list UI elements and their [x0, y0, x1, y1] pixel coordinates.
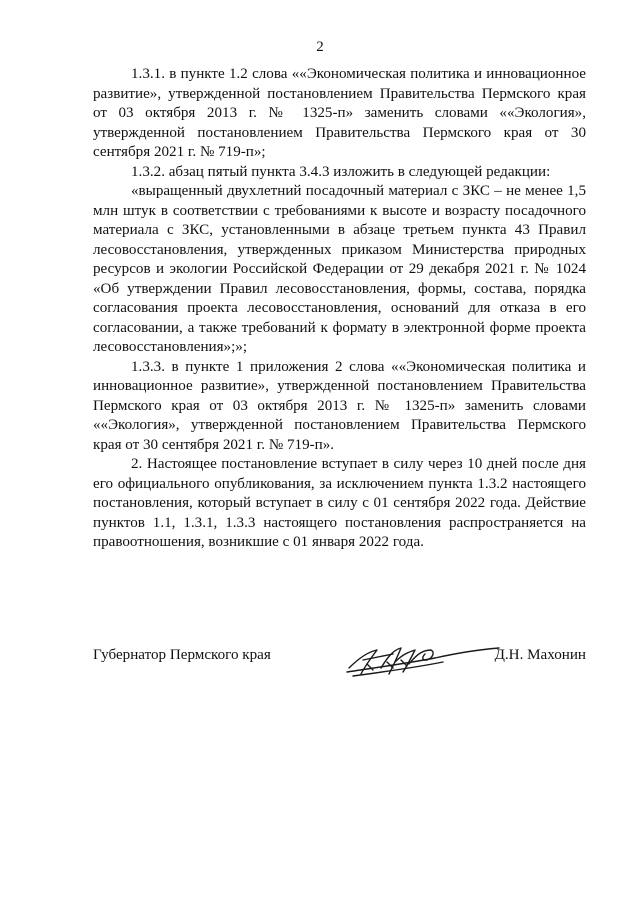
- document-body: [93, 65, 586, 553]
- handwritten-signature: [343, 638, 503, 682]
- paragraph-1-3-3: 1.3.3. в пункте 1 приложения 2 слова ««Экономическая политика и инновационное развитие», утвержденной постановлением Правительства Пермского края от 03 октября 2013 г. № 1325-п» заменить словами ««Экология», утвержденной постановлением Правительства Пермского края от 30 сентября 2021 г. № 719-п».: [93, 358, 586, 453]
- signatory-position: Губернатор Пермского края: [93, 647, 271, 663]
- paragraph-1-3-1: 1.3.1. в пункте 1.2 слова ««Экономическая политика и инновационное развитие», утвержденной постановлением Правительства Пермского края от 03 октября 2013 г. № 1325-п» заменить словами ««Экология», утвержденной постановлением Правительства Пермского края от 30 сентября 2021 г. № 719-п»;: [93, 66, 586, 160]
- paragraph-quoted-text: «выращенный двухлетний посадочный материал с ЗКС – не менее 1,5 млн штук в соответствии с требованиями к высоте и возрасту посадочного материала с ЗКС, установленными в абзаце третьем пункта 43 Правил лесовосстановления, утвержденных приказом Министерства природных ресурсов и экологии Российской Федерации от 29 декабря 2021 г. № 1024 «Об утверждении Правил лесовосстановления, формы, состава, порядка согласования проекта лесовосстановления, оснований для отказа в его согласовании, а также требований к формату в электронной форме проекта лесовосстановления»;»;: [93, 183, 586, 355]
- page-number: 2: [316, 39, 324, 55]
- signature-block: [93, 646, 586, 686]
- paragraph-1-3-2: 1.3.2. абзац пятый пункта 3.4.3 изложить в следующей редакции:: [131, 163, 551, 180]
- signatory-name: Д.Н. Махонин: [494, 647, 586, 663]
- paragraph-2: 2. Настоящее постановление вступает в силу через 10 дней после дня его официального опубликования, за исключением пункта 1.3.2 настоящего постановления, который вступает в силу с 01 сентября 2022 года. Действие пунктов 1.1, 1.3.1, 1.3.3 настоящего постановления распространяется на правоотношения, возникшие с 01 января 2022 года.: [93, 456, 586, 550]
